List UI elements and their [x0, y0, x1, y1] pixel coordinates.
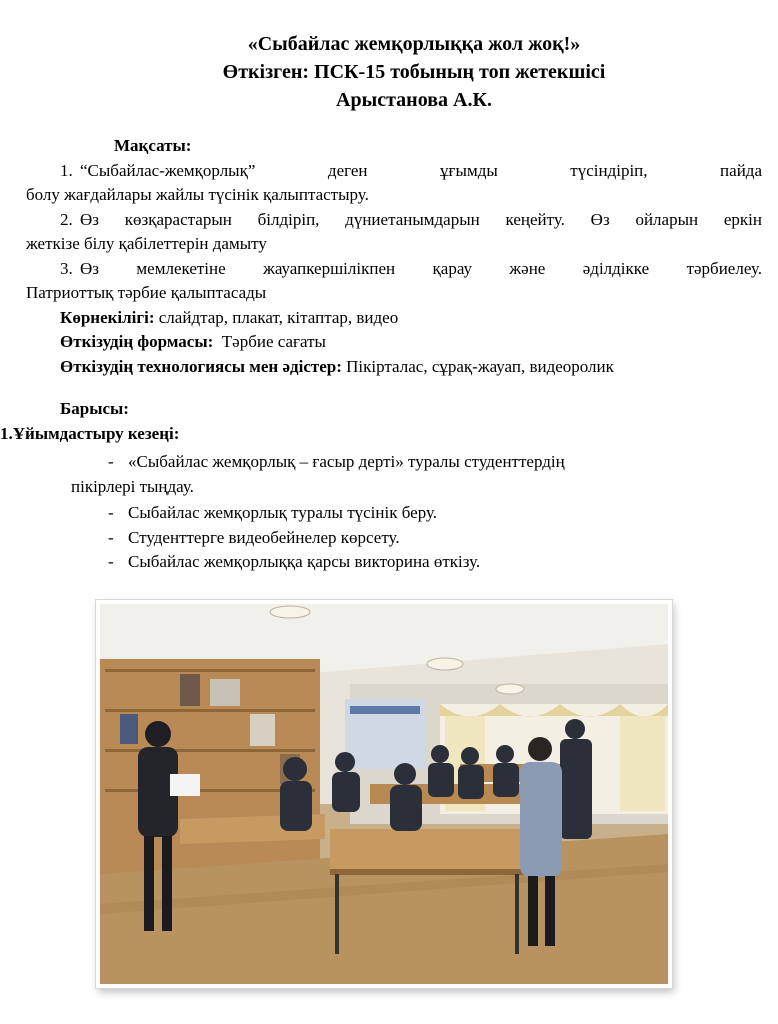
- dash-mark: -: [108, 503, 114, 522]
- tech-line: [26, 355, 762, 380]
- document-body: [0, 134, 762, 575]
- list-item-text: Сыбайлас жемқорлыққа қарсы викторина өткізу.: [128, 552, 481, 571]
- goal-3: [26, 257, 762, 282]
- tech-value: Пікірталас, сұрақ-жауап, видеоролик: [341, 356, 614, 376]
- document-subtitle: Өткізген: ПСК-15 тобының топ жетекшісі: [222, 61, 606, 83]
- dash-mark: -: [108, 527, 114, 547]
- list-item-text: Студенттерге видеобейнелер көрсету.: [128, 527, 400, 547]
- document-title: «Сыбайлас жемқорлыққа жол жоқ!»: [247, 33, 581, 55]
- goal-number: 1.: [60, 160, 73, 180]
- progress-list: [26, 450, 762, 575]
- goals-heading: Мақсаты:: [114, 136, 192, 155]
- classroom-photo-illustration: [100, 604, 668, 984]
- goal-1: [26, 159, 762, 184]
- list-item: [26, 501, 762, 526]
- dash-mark: -: [108, 552, 114, 571]
- goal-number: 3.: [60, 258, 73, 278]
- form-value: Тәрбие сағаты: [213, 332, 326, 351]
- classroom-photo: [96, 600, 672, 988]
- document-author: Арыстанова А.К.: [336, 89, 492, 111]
- document-header: [0, 30, 778, 114]
- list-item-text: «Сыбайлас жемқорлық – ғасыр дерті» туралы студенттердің: [128, 452, 565, 471]
- list-item: [26, 550, 762, 575]
- list-item-cont: пікірлері тыңдау.: [71, 476, 194, 496]
- goal-text: Өз көзқарастарын білдіріп, дүниетанымдарын кеңейту. Өз ойларын еркін: [80, 209, 762, 229]
- list-item: [26, 450, 762, 475]
- list-item: [26, 526, 762, 551]
- tech-label: Өткізудің технологиясы мен әдістер:: [60, 356, 342, 376]
- visuals-label: Көрнекілігі:: [60, 307, 155, 327]
- stage-heading: 1.Ұйымдастыру кезеңі:: [0, 423, 180, 443]
- list-item-text: Сыбайлас жемқорлық туралы түсінік беру.: [128, 503, 438, 522]
- goal-number: 2.: [60, 209, 73, 229]
- goal-2: [26, 208, 762, 233]
- progress-heading: Барысы:: [60, 399, 129, 418]
- visuals-line: [26, 306, 762, 331]
- form-label: Өткізудің формасы:: [60, 332, 214, 351]
- goal-text: “Сыбайлас-жемқорлық” деген ұғымды түсіндіріп, пайда: [80, 160, 762, 180]
- form-line: [26, 330, 762, 355]
- goal-1-cont: болу жағдайлары жайлы түсінік қалыптастыру.: [26, 185, 369, 204]
- dash-mark: -: [108, 452, 114, 471]
- goal-2-cont: жеткізе білу қабілеттерін дамыту: [26, 234, 267, 253]
- visuals-value: слайдтар, плакат, кітаптар, видео: [154, 307, 399, 327]
- goal-text: Өз мемлекетіне жауапкершілікпен қарау және әділдікке тәрбиелеу.: [80, 258, 762, 278]
- goal-3-cont: Патриоттық тәрбие қалыптасады: [26, 283, 267, 302]
